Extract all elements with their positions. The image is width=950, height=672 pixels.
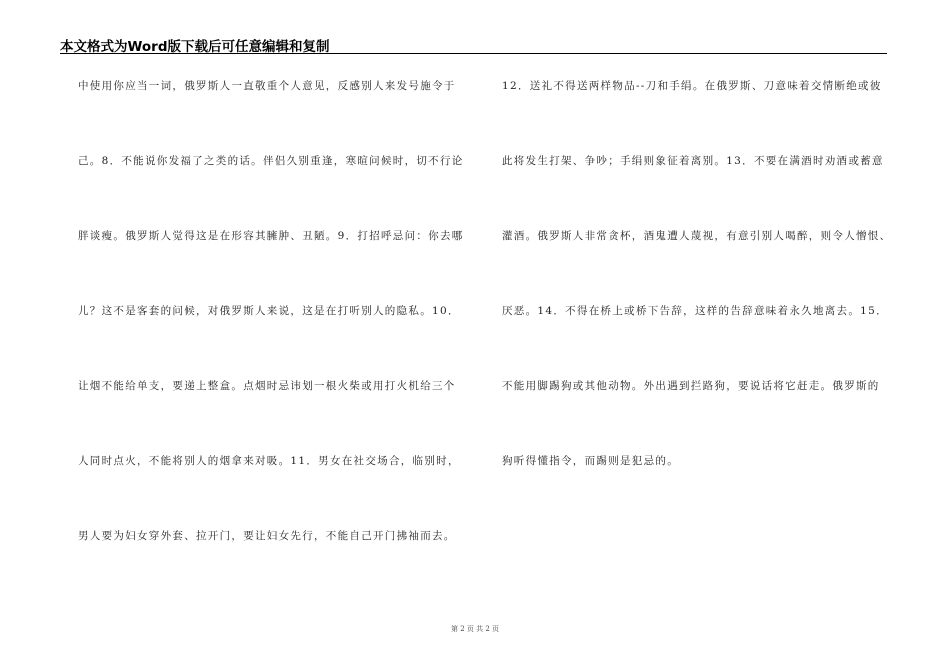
text-line: 己。8．不能说你发福了之类的话。伴侣久别重逢，寒暄问候时，切不行论 — [78, 155, 464, 167]
text-line: 人同时点火，不能将别人的烟拿来对吸。11．男女在社交场合，临别时， — [78, 455, 460, 467]
text-line: 儿？这不是客套的问候，对俄罗斯人来说，这是在打听别人的隐私。10． — [78, 305, 460, 317]
text-line: 男人要为妇女穿外套、拉开门，要让妇女先行，不能自己开门拂袖而去。 — [78, 530, 456, 542]
text-line: 灌酒。俄罗斯人非常贪杯，酒鬼遭人蔑视，有意引别人喝醉，则令人憎恨、 — [502, 230, 892, 242]
text-line: 12．送礼不得送两样物品--刀和手绢。在俄罗斯、刀意味着交情断绝或彼 — [502, 80, 882, 92]
text-line: 让烟不能给单支，要递上整盒。点烟时忌讳划一根火柴或用打火机给三个 — [78, 380, 456, 392]
header-title: 本文格式为Word版下载后可任意编辑和复制 — [60, 39, 330, 55]
page-number: 第 2 页 共 2 页 — [450, 625, 500, 633]
text-line: 厌恶。14．不得在桥上或桥下告辞，这样的告辞意味着永久地离去。15． — [502, 305, 888, 317]
text-line: 中使用你应当一词，俄罗斯人一直敬重个人意见，反感别人来发号施令于 — [78, 80, 456, 92]
text-line: 胖谈瘦。俄罗斯人觉得这是在形容其臃肿、丑陋。9．打招呼忌问：你去哪 — [78, 230, 464, 242]
text-line: 狗听得懂指令，而踢则是犯忌的。 — [502, 455, 679, 467]
text-line: 此将发生打架、争吵；手绢则象征着离别。13．不要在满酒时劝酒或蓄意 — [502, 155, 884, 167]
text-line: 不能用脚踢狗或其他动物。外出遇到拦路狗，要说话将它赶走。俄罗斯的 — [502, 380, 880, 392]
document-header — [60, 33, 887, 54]
